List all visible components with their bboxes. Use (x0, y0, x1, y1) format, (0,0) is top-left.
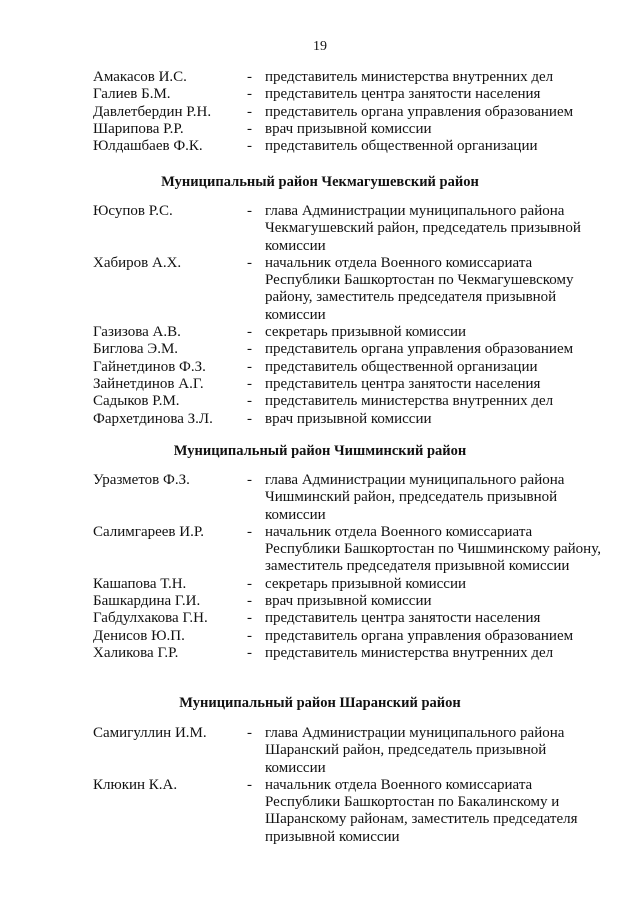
member-row (0, 121, 640, 138)
dash: - (247, 644, 252, 661)
member-name: Садыков Р.М. (93, 393, 180, 410)
dash: - (247, 120, 252, 137)
member-role: глава Администрации муниципального района Чишминский район, председатель призывной комиссии (265, 472, 565, 523)
member-name: Юсупов Р.С. (93, 203, 173, 219)
dash: - (247, 523, 252, 540)
dash: - (247, 324, 252, 341)
member-name: Денисов Ю.П. (93, 627, 185, 644)
dash: - (247, 254, 252, 271)
member-role: представитель органа управления образованием (265, 627, 574, 644)
member-role: представитель министерства внутренних дел (265, 69, 554, 85)
member-row (0, 524, 640, 576)
member-name: Салимгареев И.Р. (93, 523, 205, 540)
member-name: Гайнетдинов Ф.З. (93, 358, 206, 375)
member-name: Биглова Э.М. (93, 341, 179, 358)
member-name: Башкардина Г.И. (93, 593, 201, 610)
member-role: секретарь призывной комиссии (265, 324, 467, 341)
dash: - (247, 410, 252, 427)
member-role: представитель министерства внутренних дел (265, 393, 554, 410)
member-role: глава Администрации муниципального района Шаранский район, председатель призывной комиссии (265, 725, 565, 776)
member-role: представитель центра занятости населения (265, 375, 541, 392)
member-row (0, 645, 640, 662)
member-name: Зайнетдинов А.Г. (93, 375, 204, 392)
member-row (0, 376, 640, 393)
member-role: представитель органа управления образованием (265, 103, 574, 120)
dash: - (247, 69, 252, 85)
dash: - (247, 203, 252, 219)
member-row (0, 203, 640, 255)
member-row (0, 610, 640, 627)
member-row (0, 359, 640, 376)
member-name: Самигуллин И.М. (93, 725, 207, 741)
member-name: Шарипова Р.Р. (93, 120, 184, 137)
dash: - (247, 472, 252, 488)
section-heading: Муниципальный район Шаранский район (179, 695, 461, 711)
member-name: Халикова Г.Р. (93, 644, 179, 661)
dash: - (247, 393, 252, 410)
member-list-sharan (0, 725, 640, 846)
member-row (0, 104, 640, 121)
dash: - (247, 103, 252, 120)
member-role: представитель органа управления образованием (265, 341, 574, 358)
member-list-chishmy (0, 472, 640, 662)
member-row (0, 576, 640, 593)
member-name: Газизова А.В. (93, 324, 181, 341)
member-name: Клюкин К.А. (93, 776, 178, 793)
member-row (0, 777, 640, 846)
dash: - (247, 358, 252, 375)
member-role: глава Администрации муниципального района Чекмагушевский район, председатель призывной комиссии (265, 203, 581, 254)
section-heading: Муниципальный район Чишминский район (173, 443, 467, 459)
dash: - (247, 375, 252, 392)
dash: - (247, 610, 252, 627)
section-heading-block (0, 442, 640, 460)
member-list-continued (0, 69, 640, 155)
member-role: врач призывной комиссии (265, 593, 432, 610)
member-row (0, 593, 640, 610)
member-row (0, 411, 640, 428)
member-role: представитель общественной организации (265, 358, 538, 375)
member-role: начальник отдела Военного комиссариата Республики Башкортостан по Чекмагушевскому району, заместитель председателя призывной комиссии (265, 254, 574, 323)
member-role: секретарь призывной комиссии (265, 575, 467, 592)
member-name: Габдулхакова Г.Н. (93, 610, 208, 627)
member-name: Хабиров А.Х. (93, 254, 182, 271)
member-name: Уразметов Ф.З. (93, 472, 190, 488)
member-list-chekmagush (0, 203, 640, 428)
member-role: представитель центра занятости населения (265, 610, 541, 627)
member-name: Фархетдинова З.Л. (93, 410, 213, 427)
member-role: врач призывной комиссии (265, 410, 432, 427)
member-row (0, 86, 640, 103)
member-name: Юлдашбаев Ф.К. (93, 138, 203, 155)
dash: - (247, 341, 252, 358)
dash: - (247, 575, 252, 592)
member-row (0, 725, 640, 777)
member-row (0, 324, 640, 341)
section-heading: Муниципальный район Чекмагушевский район (161, 174, 479, 190)
member-row (0, 69, 640, 86)
dash: - (247, 86, 252, 103)
member-name: Кашапова Т.Н. (93, 575, 187, 592)
section-heading-block (0, 694, 640, 712)
member-role: врач призывной комиссии (265, 120, 432, 137)
member-role: начальник отдела Военного комиссариата Республики Башкортостан по Чишминскому району, заместитель председателя призывной комиссии (265, 523, 601, 575)
member-row (0, 138, 640, 155)
dash: - (247, 725, 252, 741)
member-row (0, 255, 640, 324)
member-role: представитель центра занятости населения (265, 86, 541, 103)
dash: - (247, 627, 252, 644)
member-name: Давлетбердин Р.Н. (93, 103, 212, 120)
member-row (0, 341, 640, 358)
member-row (0, 628, 640, 645)
member-role: представитель министерства внутренних дел (265, 644, 554, 661)
member-row (0, 472, 640, 524)
dash: - (247, 776, 252, 793)
member-name: Амакасов И.С. (93, 69, 187, 85)
member-role: начальник отдела Военного комиссариата Республики Башкортостан по Бакалинскому и Шаранскому районам, заместитель председателя призывной комиссии (265, 776, 578, 845)
member-role: представитель общественной организации (265, 138, 538, 155)
page-number: 19 (313, 39, 327, 54)
member-name: Галиев Б.М. (93, 86, 171, 103)
dash: - (247, 593, 252, 610)
dash: - (247, 138, 252, 155)
member-row (0, 393, 640, 410)
section-heading-block (0, 173, 640, 191)
